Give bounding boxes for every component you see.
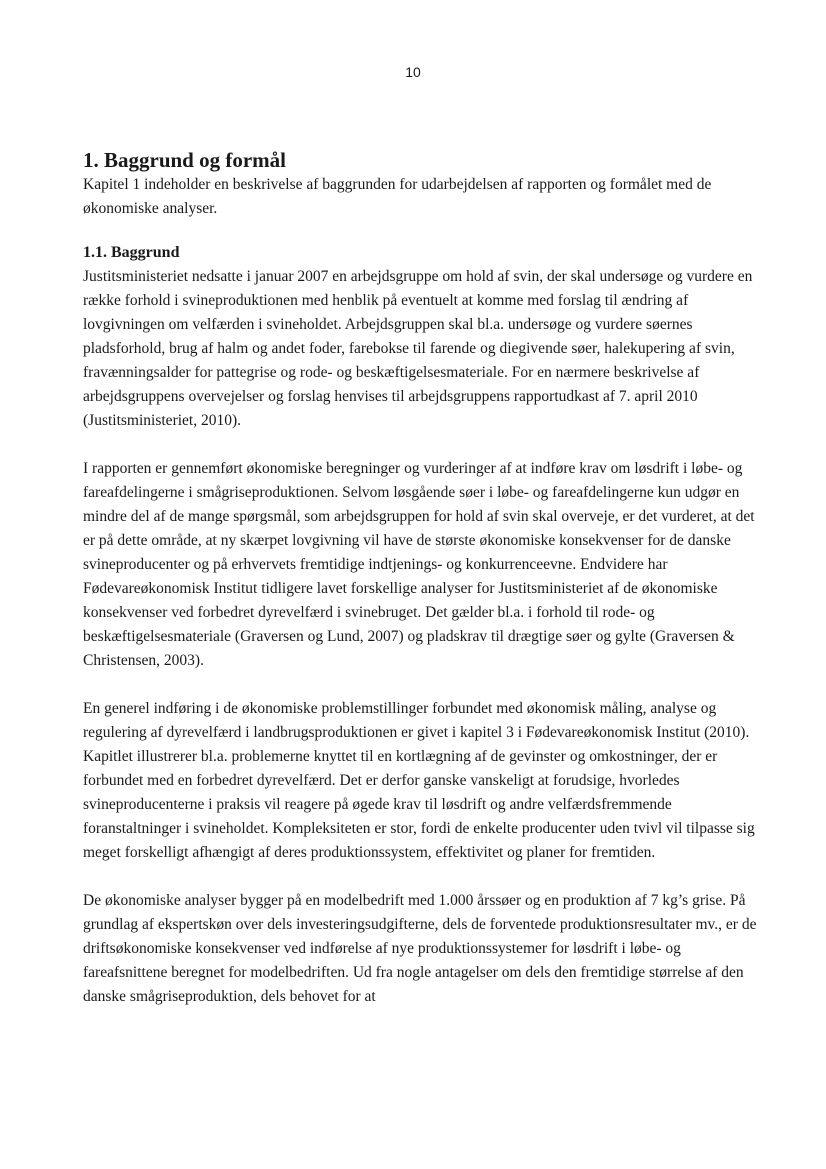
document-body — [83, 147, 758, 1009]
page-number: 10 — [405, 64, 421, 80]
section-heading: 1. Baggrund og formål — [83, 148, 287, 172]
paragraph-3: En generel indføring i de økonomiske problemstillinger forbundet med økonomisk måling, analyse og regulering af dyrevelfærd i landbrugsproduktionen er givet i kapitel 3 i Fødevareøkonomisk Institut (2010). Kapitlet illustrerer bl.a. problemerne knyttet til en kortlægning af de gevinster og omkostninger, der er forbundet med en forbedret dyrevelfærd. Det er derfor ganske vanskeligt at forudsige, hvorledes svineproducenterne i praksis vil reagere på øgede krav til løsdrift og andre velfærdsfremmende foranstaltninger i svineholdet. Kompleksiteten er stor, fordi de enkelte producenter uden tvivl vil tilpasse sig meget forskelligt afhængigt af deres produktionssystem, effektivitet og planer for fremtiden. — [83, 700, 755, 861]
paragraph-4: De økonomiske analyser bygger på en modelbedrift med 1.000 årssøer og en produktion af 7 kg’s grise. På grundlag af ekspertskøn over dels investeringsudgifterne, dels de forventede produktionsresultater mv., er de driftsøkonomiske konsekvenser ved indførelse af nye produktionssystemer for løsdrift i løbe- og fareafsnittene beregnet for modelbedriften. Ud fra nogle antagelser om dels den fremtidige størrelse af den danske smågriseproduktion, dels behovet for at — [83, 892, 757, 1005]
section-intro: Kapitel 1 indeholder en beskrivelse af baggrunden for udarbejdelsen af rapporten og formålet med de økonomiske analyser. — [83, 176, 712, 217]
paragraph-2: I rapporten er gennemført økonomiske beregninger og vurderinger af at indføre krav om løsdrift i løbe- og fareafdelingerne i smågriseproduktionen. Selvom løsgående søer i løbe- og fareafdelingerne kun udgør en mindre del af de mange spørgsmål, som arbejdsgruppen for hold af svin skal overveje, er det vurderet, at det er på dette område, at ny skærpet lovgivning vil have de største økonomiske konsekvenser for de danske svineproducenter og på erhvervets fremtidige indtjenings- og konkurrenceevne. Endvidere har Fødevareøkonomisk Institut tidligere lavet forskellige analyser for Justitsministeriet af de økonomiske konsekvenser ved forbedret dyrevelfærd i svinebruget. Det gælder bl.a. i forhold til rode- og beskæftigelsesmateriale (Graversen og Lund, 2007) og pladskrav til drægtige søer og gylte (Graversen & Christensen, 2003). — [83, 460, 755, 669]
subsection-heading: 1.1. Baggrund — [83, 244, 180, 261]
paragraph-1: Justitsministeriet nedsatte i januar 2007 en arbejdsgruppe om hold af svin, der skal undersøge og vurdere en række forhold i svineproduktionen med henblik på eventuelt at komme med forslag til ændring af lovgivningen om velfærden i svineholdet. Arbejdsgruppen skal bl.a. undersøge og vurdere søernes pladsforhold, brug af halm og andet foder, farebokse til farende og diegivende søer, halekupering af svin, fravænningsalder for pattegrise og rode- og beskæftigelsesmateriale. For en nærmere beskrivelse af arbejdsgruppens overvejelser og forslag henvises til arbejdsgruppens rapportudkast af 7. april 2010 (Justitsministeriet, 2010). — [83, 268, 753, 429]
